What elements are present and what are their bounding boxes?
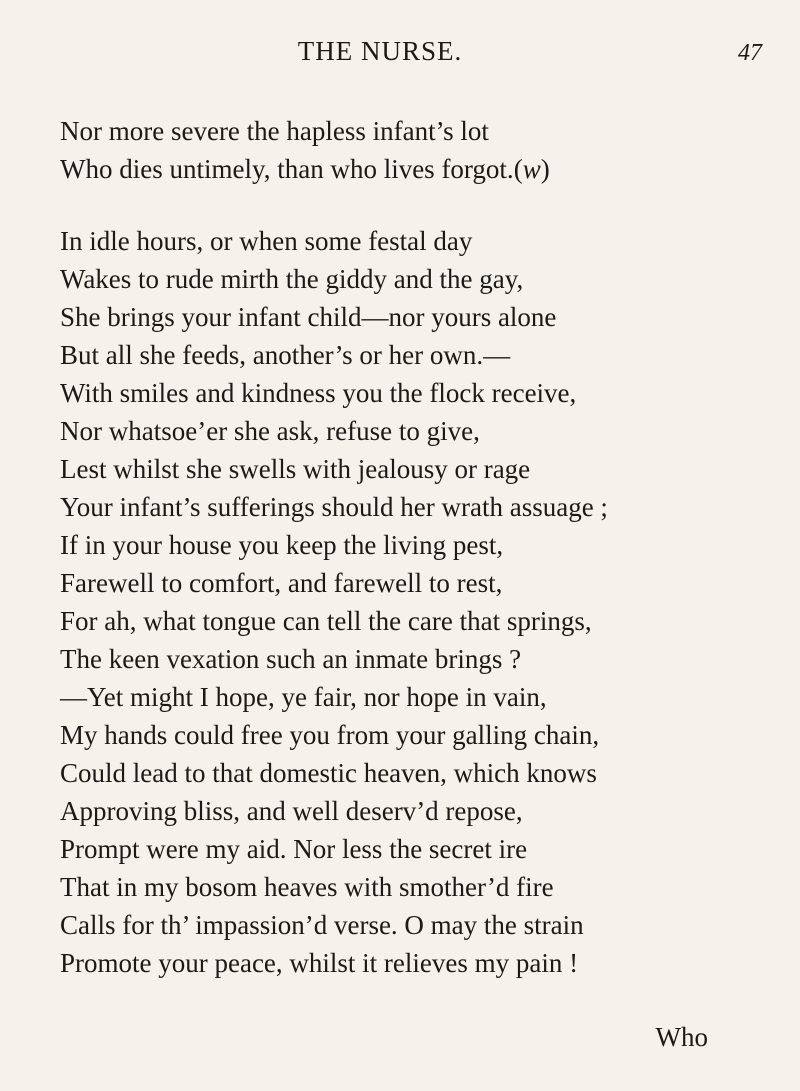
verse-line: Could lead to that domestic heaven, which knows	[60, 758, 597, 788]
running-title: THE NURSE.	[297, 36, 463, 66]
stanza-break	[60, 188, 760, 222]
verse-line: If in your house you keep the living pest,	[60, 530, 504, 560]
note-open-paren: (	[513, 154, 523, 184]
verse-line: Your infant’s sufferings should her wrath assuage ;	[60, 492, 608, 522]
catchword: Who	[655, 1022, 708, 1052]
verse-line: Nor whatsoe’er she ask, refuse to give,	[60, 416, 480, 446]
verse-line: For ah, what tongue can tell the care that springs,	[60, 606, 592, 636]
page-number: 47	[738, 40, 762, 66]
verse-line: Lest whilst she swells with jealousy or rage	[60, 454, 531, 484]
note-close-paren: )	[540, 154, 550, 184]
verse-line: Wakes to rude mirth the giddy and the gay,	[60, 264, 524, 294]
verse-line: Calls for th’ impassion’d verse. O may the strain	[60, 910, 584, 940]
verse-line: The keen vexation such an inmate brings ?	[60, 644, 522, 674]
verse-line: —Yet might I hope, ye fair, nor hope in vain,	[60, 682, 547, 712]
verse-line: She brings your infant child—nor yours alone	[60, 302, 557, 332]
poem-text	[60, 112, 760, 982]
verse-line: Prompt were my aid. Nor less the secret ire	[60, 834, 528, 864]
verse-line: Farewell to comfort, and farewell to rest,	[60, 568, 503, 598]
verse-line: With smiles and kindness you the flock receive,	[60, 378, 577, 408]
verse-line: That in my bosom heaves with smother’d fire	[60, 872, 554, 902]
verse-line: My hands could free you from your galling chain,	[60, 720, 600, 750]
verse-line	[60, 150, 760, 188]
verse-line: Promote your peace, whilst it relieves my pain !	[60, 948, 579, 978]
running-head	[0, 36, 800, 76]
verse-line: In idle hours, or when some festal day	[60, 226, 473, 256]
verse-line: But all she feeds, another’s or her own.—	[60, 340, 511, 370]
verse-line: Nor more severe the hapless infant’s lot	[60, 116, 489, 146]
verse-line: Approving bliss, and well deserv’d repose,	[60, 796, 523, 826]
footnote-reference: w	[522, 154, 541, 184]
verse-line-text: Who dies untimely, than who lives forgot.	[60, 154, 514, 184]
